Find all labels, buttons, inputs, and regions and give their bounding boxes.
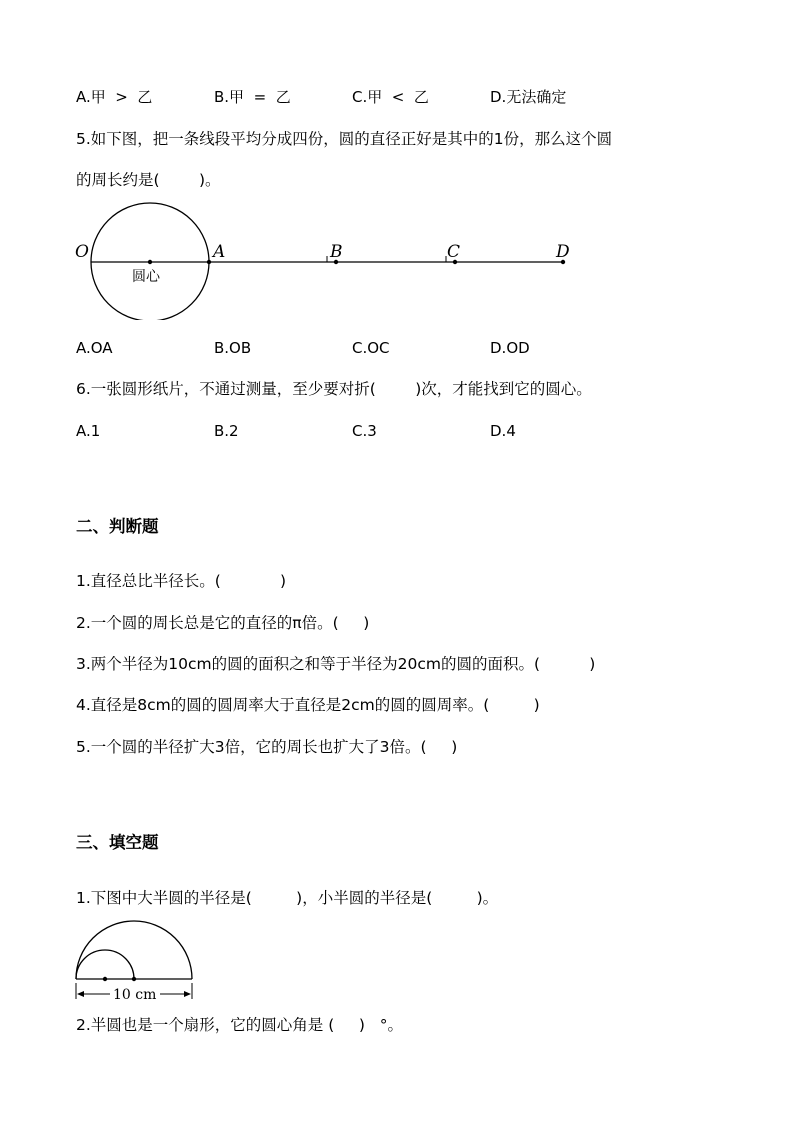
q6-option-a: A.1 (76, 422, 101, 440)
dimension-arrow-right (184, 991, 191, 997)
q5-option-c: C.OC (352, 339, 390, 357)
q4-option-b: B.甲 = 乙 (214, 88, 291, 106)
section2-heading: 二、判断题 (76, 517, 159, 536)
q4-option-a: A.甲 > 乙 (76, 88, 153, 106)
dimension-arrow-left (77, 991, 84, 997)
section3-question-2: 2.半圆也是一个扇形，它的圆心角是 ( ) °。 (76, 1016, 403, 1034)
q5-option-b: B.OB (214, 339, 252, 357)
large-semicircle (76, 921, 192, 979)
small-semicircle-center (103, 977, 107, 981)
q4-option-c: C.甲 < 乙 (352, 88, 429, 106)
q5-center-dot (148, 260, 152, 264)
q5-question-line2: 的周长约是( )。 (76, 171, 221, 189)
q5-point-a (207, 260, 211, 264)
q5-label-d: D (556, 242, 570, 262)
q5-circle-line-figure (0, 0, 794, 320)
q5-label-c: C (447, 242, 461, 262)
section2-item-1: 1.直径总比半径长。( ) (76, 572, 287, 590)
q5-label-b: B (330, 242, 343, 262)
q5-label-center: 圆心 (132, 269, 160, 285)
large-semicircle-center (132, 977, 136, 981)
q6-option-c: C.3 (352, 422, 377, 440)
q6-option-b: B.2 (214, 422, 239, 440)
section2-item-5: 5.一个圆的半径扩大3倍，它的周长也扩大了3倍。( ) (76, 738, 458, 756)
q5-option-d: D.OD (490, 339, 530, 357)
q5-label-o: O (75, 242, 89, 262)
section3-heading: 三、填空题 (76, 833, 159, 852)
q5-option-a: A.OA (76, 339, 113, 357)
q5-label-a: A (213, 242, 226, 262)
q6-question: 6.一张圆形纸片，不通过测量，至少要对折( )次，才能找到它的圆心。 (76, 380, 592, 398)
section2-item-2: 2.一个圆的周长总是它的直径的π倍。( ) (76, 614, 370, 632)
q4-option-d: D.无法确定 (490, 88, 567, 106)
q5-question-line1: 5.如下图，把一条线段平均分成四份，圆的直径正好是其中的1份，那么这个圆 (76, 130, 613, 148)
small-semicircle (76, 950, 134, 979)
section2-item-3: 3.两个半径为10cm的圆的面积之和等于半径为20cm的圆的面积。( ) (76, 655, 596, 673)
section3-semicircle-figure (0, 915, 260, 1010)
dimension-label: 10 cm (113, 987, 157, 1003)
section3-question-1: 1.下图中大半圆的半径是( )，小半圆的半径是( )。 (76, 889, 499, 907)
q6-option-d: D.4 (490, 422, 516, 440)
section2-item-4: 4.直径是8cm的圆的圆周率大于直径是2cm的圆的圆周率。( ) (76, 696, 540, 714)
